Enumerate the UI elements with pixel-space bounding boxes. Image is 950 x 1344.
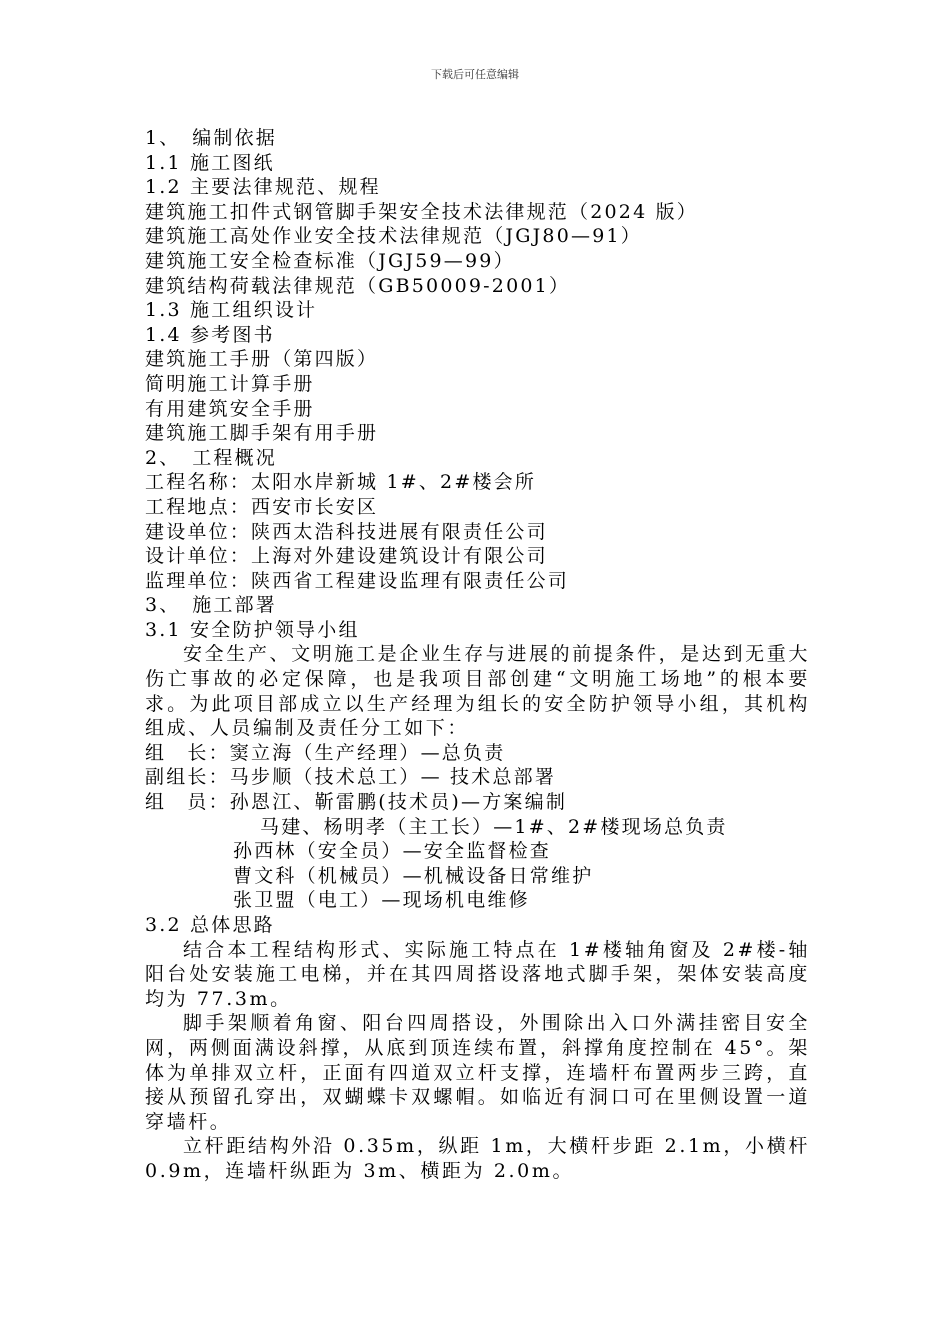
document-body [145,126,810,1184]
supervision-unit: 监理单位：陕西省工程建设监理有限责任公司 [145,569,570,592]
heading-1-1: 1.1 施工图纸 [145,151,275,174]
team-member: 张卫盟（电工）—现场机电维修 [233,889,530,912]
reference-book: 简明施工计算手册 [145,372,315,395]
team-deputy: 副组长：马步顺（技术总工）— 技术总部署 [145,766,557,789]
standard-item: 建筑结构荷载法律规范（GB50009-2001） [145,274,571,297]
heading-1-2: 1.2 主要法律规范、规程 [145,176,381,199]
heading-1: 1、 编制依据 [145,127,277,149]
design-unit: 设计单位：上海对外建设建筑设计有限公司 [145,545,548,568]
team-member: 孙西林（安全员）—安全监督检查 [233,840,552,863]
paragraph-spacing: 立杆距结构外沿 0.35m，纵距 1m，大横杆步距 2.1m，小横杆 0.9m，连墙杆纵距为 3m、横距为 2.0m。 [145,1135,810,1182]
heading-3-2: 3.2 总体思路 [145,914,275,936]
heading-2: 2、 工程概况 [145,446,277,469]
reference-book: 有用建筑安全手册 [145,397,315,420]
reference-book: 建筑施工脚手架有用手册 [145,422,379,445]
team-members: 组 员：孙恩江、靳雷鹏(技术员)—方案编制 [145,791,568,814]
heading-1-3: 1.3 施工组织设计 [145,299,318,322]
team-member: 曹文科（机械员）—机械设备日常维护 [233,864,594,887]
project-name: 工程名称：太阳水岸新城 1#、2#楼会所 [145,471,537,494]
team-member: 马建、杨明孝（主工长）—1#、2#楼现场总负责 [260,815,728,838]
standard-item: 建筑施工扣件式钢管脚手架安全技术法律规范（2024 版） [145,200,698,223]
reference-book: 建筑施工手册（第四版） [145,348,379,371]
project-location: 工程地点：西安市长安区 [145,495,379,518]
paragraph-overall: 结合本工程结构形式、实际施工特点在 1#楼轴角窗及 2#楼-轴阳台处安装施工电梯，并在其四周搭设落地式脚手架，架体安装高度均为 77.3m。 [145,938,810,1010]
paragraph-scaffold: 脚手架顺着角窗、阳台四周搭设，外围除出入口外满挂密目安全网，两侧面满设斜撑，从底到顶连续布置，斜撑角度控制在 45°。架体为单排双立杆，正面有四道双立杆支撑，连墙杆布置两步三跨，直接从预留孔穿出，双蝴蝶卡双螺帽。如临近有洞口可在里侧设置一道穿墙杆。 [145,1012,810,1133]
team-leader: 组 长：窦立海（生产经理）—总负责 [145,741,506,764]
heading-3-1: 3.1 安全防护领导小组 [145,618,360,641]
construction-unit: 建设单位：陕西太浩科技进展有限责任公司 [145,520,548,543]
heading-1-4: 1.4 参考图书 [145,323,275,346]
paragraph-safety: 安全生产、文明施工是企业生存与进展的前提条件，是达到无重大伤亡事故的必定保障，也是我项目部创建“文明施工场地”的根本要求。为此项目部成立以生产经理为组长的安全防护领导小组，其机构组成、人员编制及责任分工如下： [145,643,810,740]
page-header: 下载后可任意编辑 [431,68,519,81]
heading-3: 3、 施工部署 [145,594,277,617]
standard-item: 建筑施工高处作业安全技术法律规范（JGJ80—91） [145,225,642,248]
standard-item: 建筑施工安全检查标准（JGJ59—99） [145,249,515,272]
